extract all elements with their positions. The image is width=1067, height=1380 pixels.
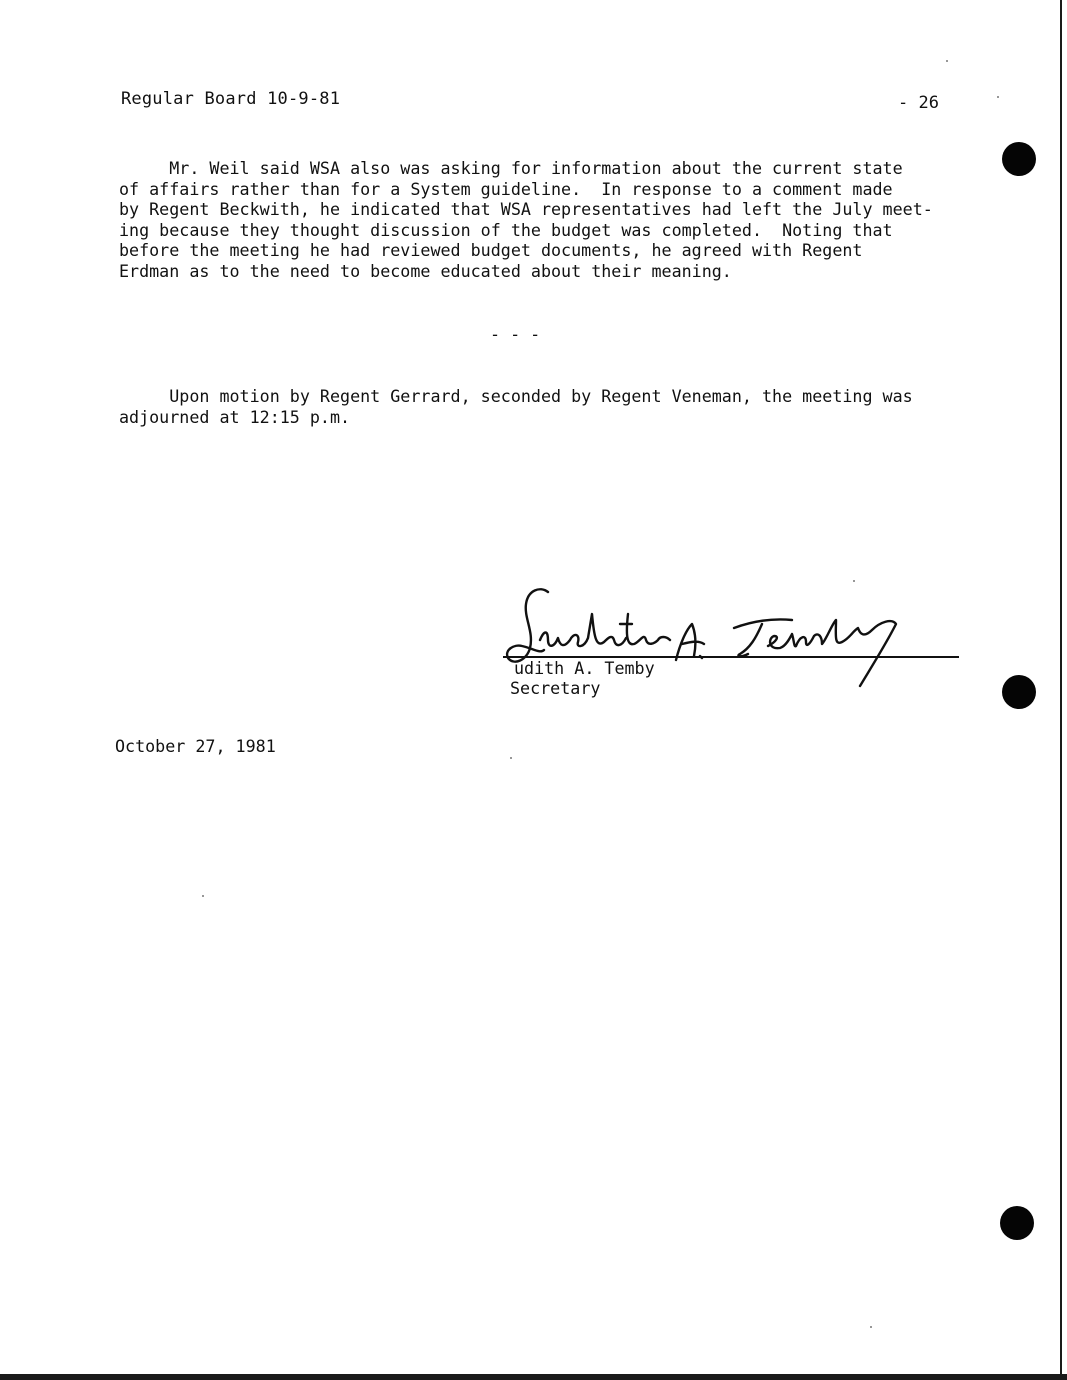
scan-speck [870,1326,872,1328]
scan-speck [510,757,512,759]
signer-title: Secretary [510,678,601,698]
document-date: October 27, 1981 [115,736,276,756]
scan-speck [997,96,999,98]
punch-hole-bottom [1000,1206,1034,1240]
paragraph-weil-comment [119,158,933,282]
paragraph-adjournment [119,386,913,427]
text-line: before the meeting he had reviewed budget documents, he agreed with Regent [119,240,863,261]
text-line: of affairs rather than for a System guideline. In response to a comment made [119,178,893,199]
text-line: ing because they thought discussion of the budget was completed. Noting that [119,219,893,240]
running-header: Regular Board 10-9-81 [121,89,341,109]
text-line: by Regent Beckwith, he indicated that WSA representatives had left the July meet- [119,199,933,220]
text-line: adjourned at 12:15 p.m. [119,406,351,427]
page-edge-bottom [0,1374,1067,1380]
page-number: - 26 [898,93,939,113]
punch-hole-middle [1002,675,1036,709]
text-line: Upon motion by Regent Gerrard, seconded by Regent Veneman, the meeting was [119,386,913,406]
text-line: Erdman as to the need to become educated about their meaning. [119,260,732,281]
page-edge-right [1060,0,1062,1380]
scan-speck [853,580,855,582]
text-line: Mr. Weil said WSA also was asking for information about the current state [119,158,903,178]
scan-speck [202,895,204,897]
signer-name: udith A. Temby [514,658,655,678]
scan-speck [946,60,948,62]
punch-hole-top [1002,142,1036,176]
section-separator: - - - [490,324,541,344]
